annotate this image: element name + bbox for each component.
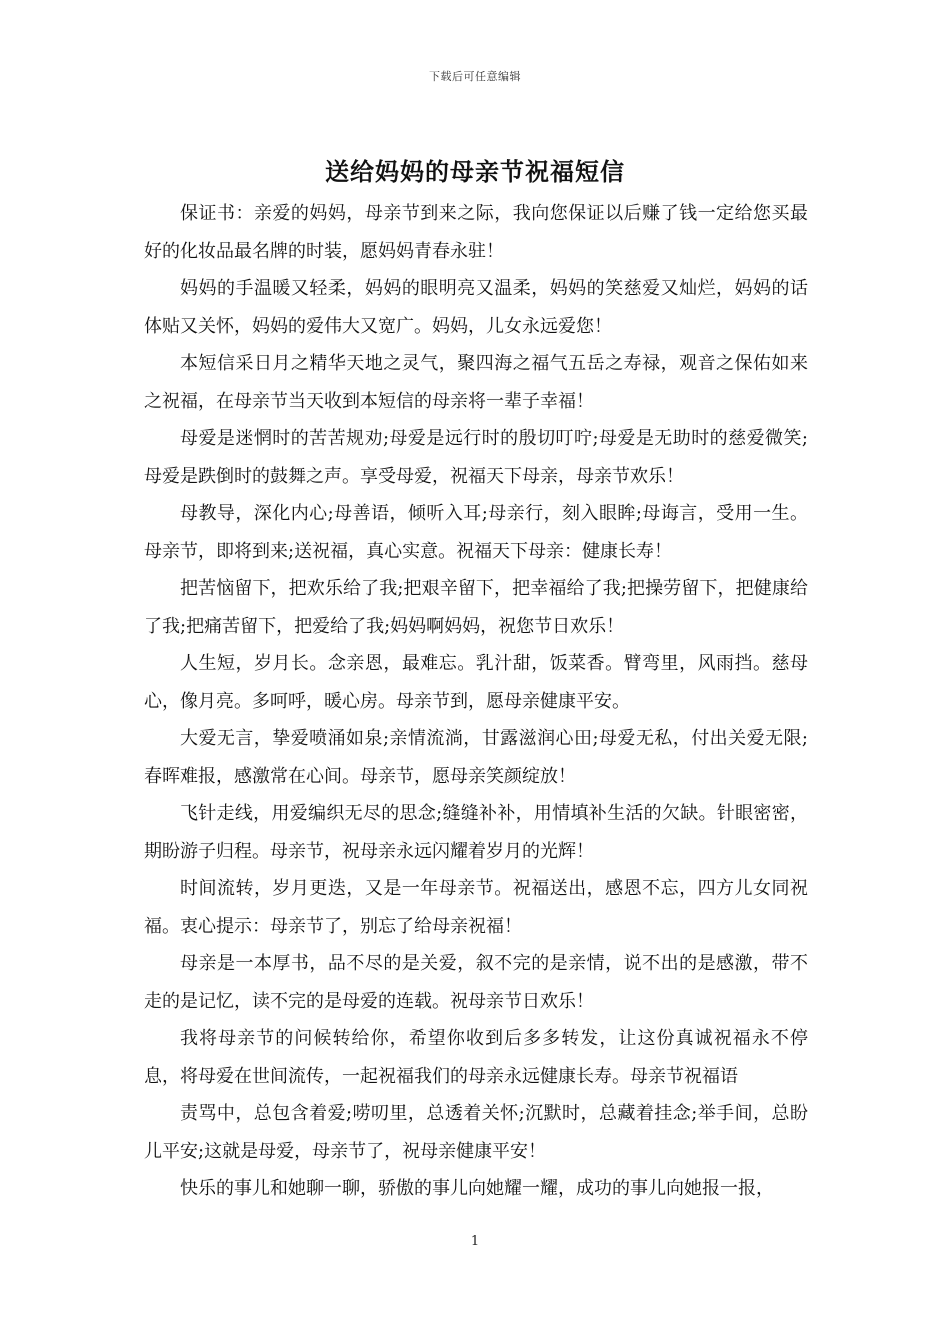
paragraph: 快乐的事儿和她聊一聊，骄傲的事儿向她耀一耀，成功的事儿向她报一报，: [180, 1178, 774, 1199]
paragraph: 保证书：亲爱的妈妈，母亲节到来之际，我向您保证以后赚了钱一定给您买最好的化妆品最名牌的时装，愿妈妈青春永驻！: [144, 203, 808, 262]
paragraph: 本短信采日月之精华天地之灵气，聚四海之福气五岳之寿禄，观音之保佑如来之祝福，在母亲节当天收到本短信的母亲将一辈子幸福！: [144, 353, 808, 412]
paragraph: 把苦恼留下，把欢乐给了我;把艰辛留下，把幸福给了我;把操劳留下，把健康给了我;把痛苦留下，把爱给了我;妈妈啊妈妈，祝您节日欢乐！: [144, 578, 808, 637]
document-body: [144, 195, 808, 1208]
paragraph: 我将母亲节的问候转给你，希望你收到后多多转发，让这份真诚祝福永不停息，将母爱在世间流传，一起祝福我们的母亲永远健康长寿。母亲节祝福语: [144, 1028, 808, 1087]
paragraph: 母亲是一本厚书，品不尽的是关爱，叙不完的是亲情，说不出的是感激，带不走的是记忆，读不完的是母爱的连载。祝母亲节日欢乐！: [144, 953, 808, 1012]
paragraph: 人生短，岁月长。念亲恩，最难忘。乳汁甜，饭菜香。臂弯里，风雨挡。慈母心，像月亮。多呵呼，暖心房。母亲节到，愿母亲健康平安。: [144, 653, 808, 712]
paragraph: 飞针走线，用爱编织无尽的思念;缝缝补补，用情填补生活的欠缺。针眼密密，期盼游子归程。母亲节，祝母亲永远闪耀着岁月的光辉！: [144, 803, 808, 862]
paragraph: 母爱是迷惘时的苦苦规劝;母爱是远行时的殷切叮咛;母爱是无助时的慈爱微笑;母爱是跌倒时的鼓舞之声。享受母爱，祝福天下母亲，母亲节欢乐！: [144, 428, 808, 487]
paragraph: 时间流转，岁月更迭，又是一年母亲节。祝福送出，感恩不忘，四方儿女同祝福。衷心提示：母亲节了，别忘了给母亲祝福！: [144, 878, 808, 937]
paragraph: 母教导，深化内心;母善语，倾听入耳;母亲行，刻入眼眸;母诲言，受用一生。母亲节，即将到来;送祝福，真心实意。祝福天下母亲：健康长寿！: [144, 503, 808, 562]
paragraph: 责骂中，总包含着爱;唠叨里，总透着关怀;沉默时，总藏着挂念;举手间，总盼儿平安;这就是母爱，母亲节了，祝母亲健康平安！: [144, 1103, 808, 1162]
header-note: 下载后可任意编辑: [429, 70, 521, 83]
paragraph: 妈妈的手温暖又轻柔，妈妈的眼明亮又温柔，妈妈的笑慈爱又灿烂，妈妈的话体贴又关怀，妈妈的爱伟大又宽广。妈妈，儿女永远爱您！: [144, 278, 808, 337]
page-number: 1: [470, 1234, 480, 1249]
paragraph: 大爱无言，挚爱喷涌如泉;亲情流淌，甘露滋润心田;母爱无私，付出关爱无限;春晖难报，感激常在心间。母亲节，愿母亲笑颜绽放！: [144, 728, 808, 787]
document-title: 送给妈妈的母亲节祝福短信: [325, 157, 625, 186]
